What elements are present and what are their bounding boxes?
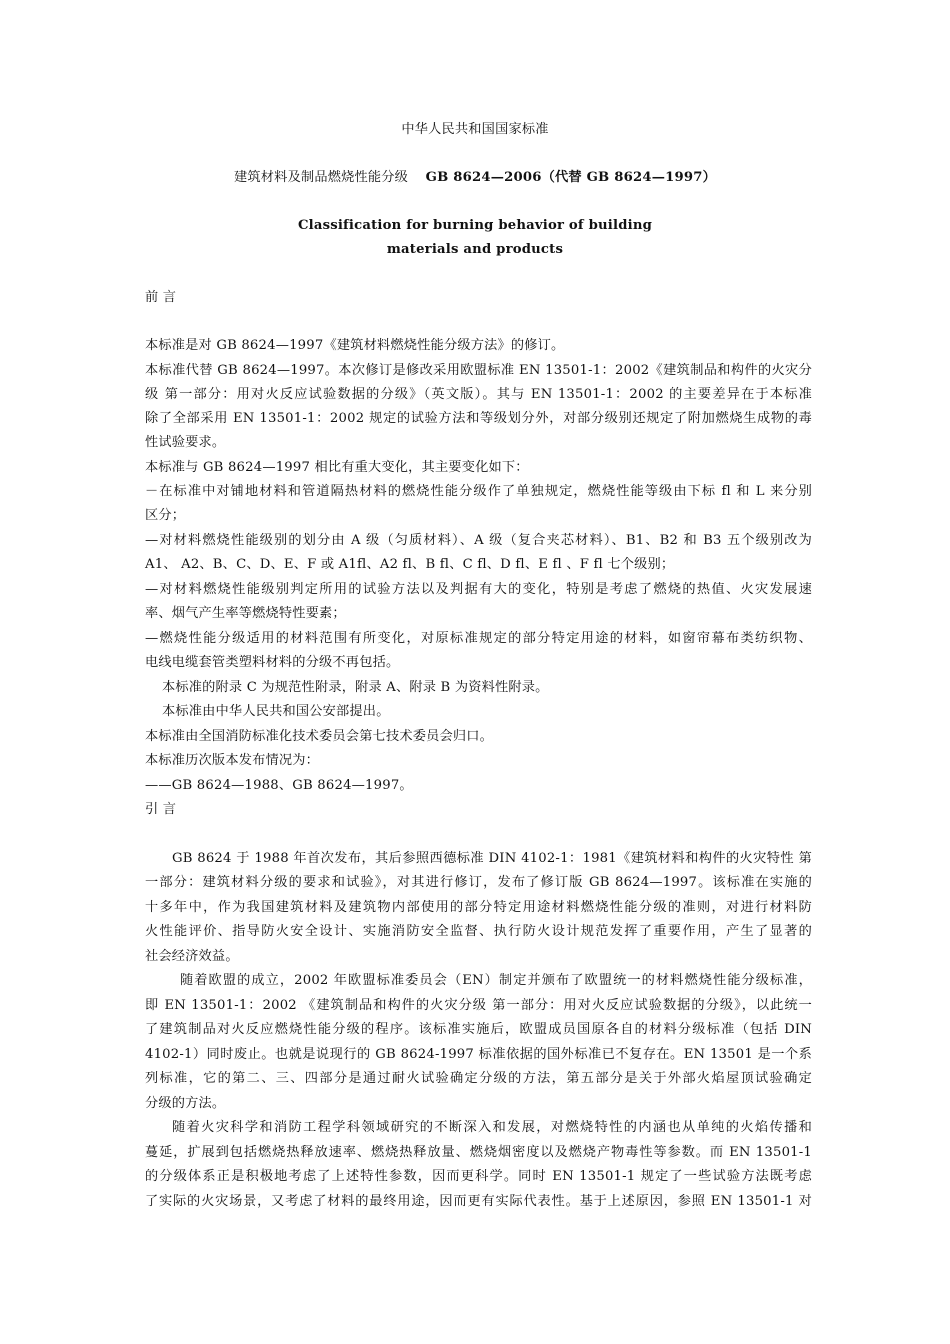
paragraph-line: A1、 A2、B、C、D、E、F 或 A1fl、A2 fl、B fl、C fl、D fl、E fl 、F fl 七个级别； bbox=[145, 557, 675, 572]
paragraph-line: －在标准中对铺地材料和管道隔热材料的燃烧性能分级作了单独规定，燃烧性能等级由下标 fl 和 L 来分别 bbox=[145, 484, 812, 499]
paragraph-line: 性试验要求。 bbox=[145, 435, 226, 450]
paragraph-line: 列标准，它的第二、三、四部分是通过耐火试验确定分级的方法，第五部分是关于外部火焰屋顶试验确定 bbox=[145, 1071, 812, 1086]
paragraph-line: 本标准由中华人民共和国公安部提出。 bbox=[162, 704, 390, 719]
paragraph-line: 级 第一部分：用对火反应试验数据的分级》（英文版）。其与 EN 13501-1：2002 的主要差异在于本标准 bbox=[145, 387, 812, 402]
paragraph-line: 十多年中，作为我国建筑材料及建筑物内部使用的部分特定用途材料燃烧性能分级的准则，对进行材料防 bbox=[145, 900, 812, 915]
paragraph-line: 区分； bbox=[145, 508, 186, 523]
paragraph-line: 了建筑制品对火反应燃烧性能分级的程序。该标准实施后，欧盟成员国原各自的材料分级标准（包括 DIN bbox=[145, 1022, 812, 1037]
standard-code: GB 8624—2006（代替 GB 8624—1997） bbox=[425, 170, 716, 185]
paragraph-line: 的分级体系正是积极地考虑了上述特性参数，因而更科学。同时 EN 13501-1 规定了一些试验方法既考虑 bbox=[145, 1169, 812, 1184]
paragraph-line: ——GB 8624—1988、GB 8624—1997。 bbox=[145, 778, 413, 793]
paragraph-line: 蔓延，扩展到包括燃烧热释放速率、燃烧热释放量、燃烧烟密度以及燃烧产物毒性等参数。而 EN 13501-1 bbox=[145, 1145, 812, 1160]
paragraph-line: 本标准的附录 C 为规范性附录，附录 A、附录 B 为资料性附录。 bbox=[162, 680, 549, 695]
paragraph-line: 了实际的火灾场景，又考虑了材料的最终用途，因而更有实际代表性。基于上述原因，参照 EN 13501-1 对 bbox=[145, 1194, 812, 1209]
paragraph-line: 随着欧盟的成立，2002 年欧盟标准委员会（EN）制定并颁布了欧盟统一的材料燃烧性能分级标准， bbox=[180, 973, 812, 988]
paragraph-line: 一部分：建筑材料分级的要求和试验》，对其进行修订，发布了修订版 GB 8624—1997。该标准在实施的 bbox=[145, 875, 812, 890]
paragraph-line: —对材料燃烧性能级别判定所用的试验方法以及判据有大的变化，特别是考虑了燃烧的热值、火灾发展速 bbox=[145, 582, 812, 597]
title-en-line-2: materials and products bbox=[386, 242, 564, 257]
paragraph-line: 4102-1）同时废止。也就是说现行的 GB 8624-1997 标准依据的国外标准已不复存在。EN 13501 是一个系 bbox=[145, 1047, 812, 1062]
paragraph-line: 除了全部采用 EN 13501-1：2002 规定的试验方法和等级划分外，对部分级别还规定了附加燃烧生成物的毒 bbox=[145, 411, 812, 426]
introduction-heading: 引 言 bbox=[145, 802, 177, 817]
paragraph-line: 随着火灾科学和消防工程学科领域研究的不断深入和发展，对燃烧特性的内涵也从单纯的火焰传播和 bbox=[172, 1120, 812, 1135]
paragraph-line: 分级的方法。 bbox=[145, 1096, 226, 1111]
national-standard-heading: 中华人民共和国国家标准 bbox=[401, 122, 549, 137]
paragraph-line: 本标准历次版本发布情况为： bbox=[145, 753, 320, 768]
paragraph-line: 本标准与 GB 8624—1997 相比有重大变化，其主要变化如下： bbox=[145, 460, 529, 475]
paragraph-line: 本标准代替 GB 8624—1997。本次修订是修改采用欧盟标准 EN 13501-1：2002《建筑制品和构件的火灾分 bbox=[145, 363, 812, 378]
paragraph-line: 电线电缆套管类塑料材料的分级不再包括。 bbox=[145, 655, 400, 670]
paragraph-line: 本标准由全国消防标准化技术委员会第七技术委员会归口。 bbox=[145, 729, 494, 744]
title-en-line-1: Classification for burning behavior of building bbox=[297, 218, 653, 233]
title-cn: 建筑材料及制品燃烧性能分级 bbox=[234, 170, 409, 185]
paragraph-line: 社会经济效益。 bbox=[145, 949, 239, 964]
paragraph-line: 即 EN 13501-1：2002 《建筑制品和构件的火灾分级 第一部分：用对火反应试验数据的分级》，以此统一 bbox=[145, 998, 812, 1013]
foreword-heading: 前 言 bbox=[145, 290, 177, 305]
standard-title bbox=[0, 171, 950, 184]
paragraph-line: 率、烟气产生率等燃烧特性要素； bbox=[145, 606, 346, 621]
paragraph-line: —燃烧性能分级适用的材料范围有所变化，对原标准规定的部分特定用途的材料，如窗帘幕布类纺织物、 bbox=[145, 631, 812, 646]
paragraph-line: 火性能评价、指导防火安全设计、实施消防安全监督、执行防火设计规范发挥了重要作用，产生了显著的 bbox=[145, 924, 812, 939]
paragraph-line: —对材料燃烧性能级别的划分由 A 级（匀质材料）、A 级（复合夹芯材料）、B1、B2 和 B3 五个级别改为 bbox=[145, 533, 812, 548]
paragraph-line: 本标准是对 GB 8624—1997《建筑材料燃烧性能分级方法》的修订。 bbox=[145, 338, 565, 353]
paragraph-line: GB 8624 于 1988 年首次发布，其后参照西德标准 DIN 4102-1：1981《建筑材料和构件的火灾特性 第 bbox=[172, 851, 812, 866]
